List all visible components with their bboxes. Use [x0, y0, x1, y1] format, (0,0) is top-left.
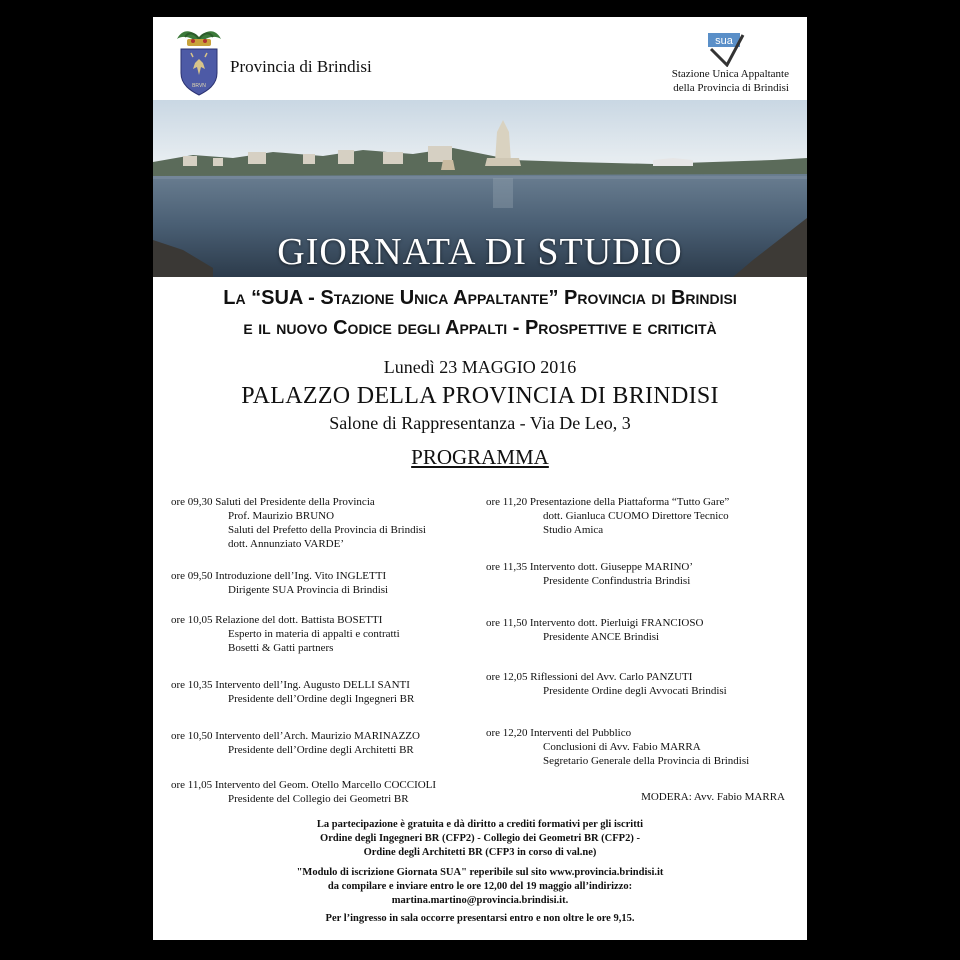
- event-venue: PALAZZO DELLA PROVINCIA DI BRINDISI: [241, 383, 719, 409]
- program-line: ore 09,30 Saluti del Presidente della Provincia: [171, 496, 375, 508]
- footer-line: Per l’ingresso in sala occorre presentarsi entro e non oltre le ore 9,15.: [325, 913, 635, 924]
- program-line: Studio Amica: [543, 524, 604, 536]
- program-line: dott. Annunziato VARDE’: [228, 538, 345, 550]
- program-line: Conclusioni di Avv. Fabio MARRA: [543, 741, 701, 753]
- sua-line-1: Stazione Unica Appaltante: [671, 68, 789, 80]
- program-line: Presidente Confindustria Brindisi: [543, 575, 691, 587]
- footer-line: Ordine degli Architetti BR (CFP3 in corso di val.ne): [363, 847, 597, 858]
- sua-logo: [707, 31, 747, 67]
- program-line: ore 10,50 Intervento dell’Arch. Maurizio MARINAZZO: [171, 730, 420, 742]
- program-line: ore 09,50 Introduzione dell’Ing. Vito INGLETTI: [171, 570, 387, 582]
- footer-credits: [153, 818, 807, 860]
- sua-line-2: della Provincia di Brindisi: [673, 82, 789, 94]
- program-item: [171, 778, 436, 806]
- event-date: Lunedì 23 MAGGIO 2016: [383, 357, 577, 377]
- program-line: Presidente del Collegio dei Geometri BR: [228, 793, 409, 805]
- poster: [153, 17, 807, 940]
- subtitle-line-2: e il nuovo Codice degli Appalti - Prospettive e criticità: [243, 317, 717, 339]
- program-item: [171, 613, 400, 655]
- program-item: [171, 495, 426, 551]
- program-line: ore 10,05 Relazione del dott. Battista BOSETTI: [171, 614, 383, 626]
- footer-registration: [153, 866, 807, 908]
- sua-logo-text: sua: [715, 35, 733, 47]
- program-line: ore 11,20 Presentazione della Piattaforma “Tutto Gare”: [486, 496, 730, 508]
- program-line: ore 12,05 Riflessioni del Avv. Carlo PANZUTI: [486, 671, 693, 683]
- program-line: Esperto in materia di appalti e contratti: [228, 628, 400, 640]
- program-line: ore 12,20 Interventi del Pubblico: [486, 727, 632, 739]
- program-line: Presidente dell’Ordine degli Architetti BR: [228, 744, 414, 756]
- program-item: [486, 495, 729, 537]
- program-line: Presidente Ordine degli Avvocati Brindisi: [543, 685, 727, 697]
- footer-line: Ordine degli Ingegneri BR (CFP2) - Collegio dei Geometri BR (CFP2) -: [320, 833, 640, 844]
- footer-line: "Modulo di iscrizione Giornata SUA" reperibile sul sito www.provincia.brindisi.it: [296, 867, 664, 878]
- program-line: Presidente dell’Ordine degli Ingegneri BR: [228, 693, 415, 705]
- program-line: ore 11,35 Intervento dott. Giuseppe MARINO’: [486, 561, 694, 573]
- moderator: MODERA: Avv. Fabio MARRA: [641, 791, 785, 803]
- program-item: [171, 569, 388, 597]
- program-line: Bosetti & Gatti partners: [228, 642, 334, 654]
- event-room: Salone di Rappresentanza - Via De Leo, 3: [329, 413, 631, 433]
- program-line: Saluti del Prefetto della Provincia di Brindisi: [228, 524, 426, 536]
- program-item: [171, 729, 420, 757]
- footer-entry-note: [153, 912, 807, 926]
- program-item: [486, 726, 749, 768]
- harbor-panorama-photo: [153, 100, 807, 277]
- program-line: dott. Gianluca CUOMO Direttore Tecnico: [543, 510, 729, 522]
- province-name: Provincia di Brindisi: [230, 57, 372, 76]
- programma-heading: PROGRAMMA: [411, 445, 549, 469]
- subtitle-line-1: La “SUA - Stazione Unica Appaltante” Provincia di Brindisi: [223, 287, 737, 309]
- program-line: Prof. Maurizio BRUNO: [228, 510, 335, 522]
- footer-line: martina.martino@provincia.brindisi.it.: [391, 895, 569, 906]
- program-line: Segretario Generale della Provincia di Brindisi: [543, 755, 750, 767]
- program-item: [171, 678, 414, 706]
- footer-line: da compilare e inviare entro le ore 12,00 del 19 maggio all’indirizzo:: [327, 881, 633, 892]
- program-item: [486, 616, 703, 644]
- program-line: ore 11,05 Intervento del Geom. Otello Marcello COCCIOLI: [171, 779, 437, 791]
- program-item: [486, 560, 693, 588]
- footer-line: La partecipazione è gratuita e dà diritto a crediti formativi per gli iscritti: [316, 819, 644, 830]
- province-coat-of-arms-logo: [171, 25, 227, 97]
- program-line: ore 11,50 Intervento dott. Pierluigi FRANCIOSO: [486, 617, 704, 629]
- program-line: Dirigente SUA Provincia di Brindisi: [228, 584, 389, 596]
- program-line: ore 10,35 Intervento dell’Ing. Augusto DELLI SANTI: [171, 679, 410, 691]
- coat-of-arms-motto: BRVN: [192, 83, 206, 89]
- hero-title: GIORNATA DI STUDIO: [277, 231, 683, 273]
- sua-description: [569, 67, 789, 95]
- program-item: [486, 670, 727, 698]
- program-line: Presidente ANCE Brindisi: [543, 631, 660, 643]
